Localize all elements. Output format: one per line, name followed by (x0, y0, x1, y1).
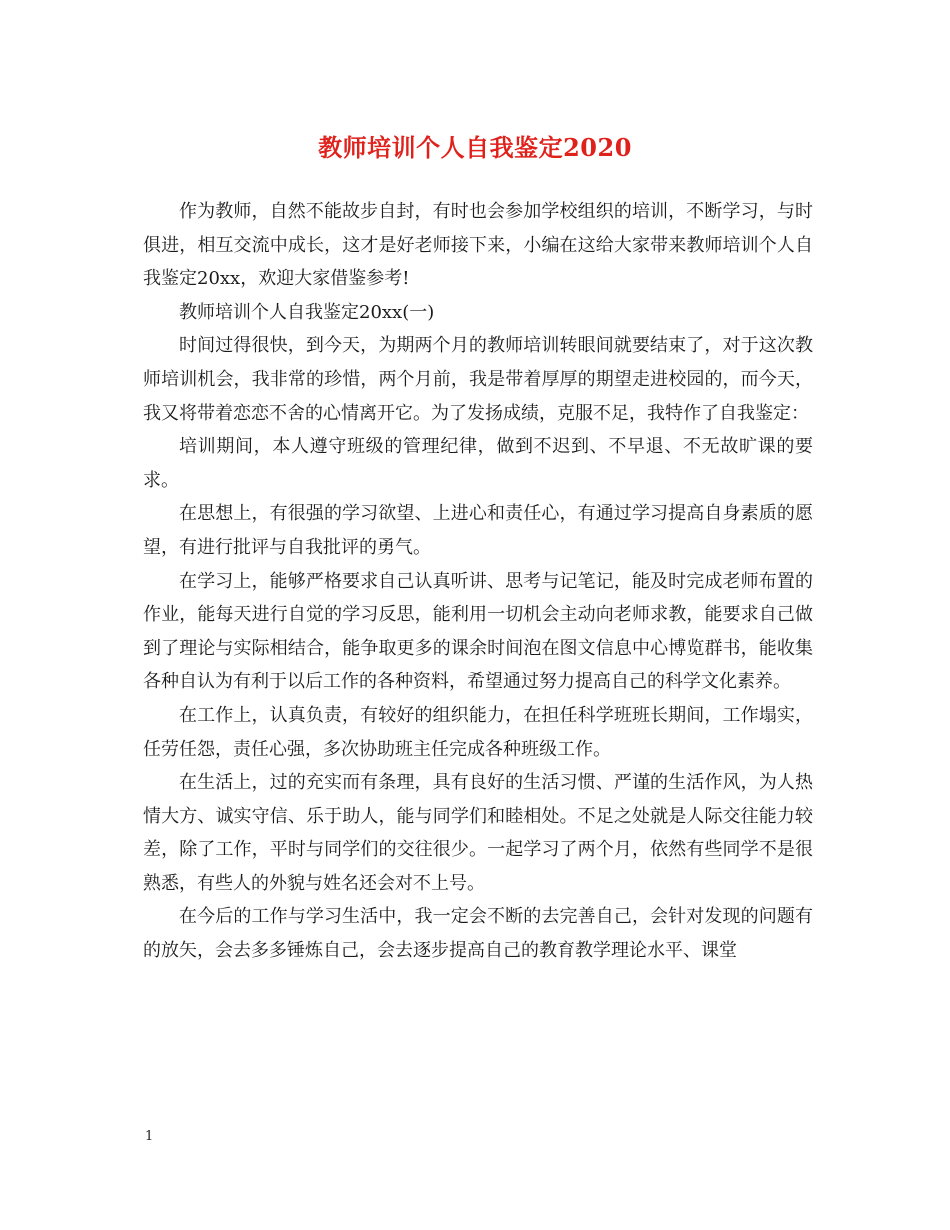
paragraph: 在学习上，能够严格要求自己认真听讲、思考与记笔记，能及时完成老师布置的作业，能每天进行自觉的学习反思，能利用一切机会主动向老师求教，能要求自己做到了理论与实际相结合，能争取更多的课余时间泡在图文信息中心博览群书，能收集各种自认为有利于以后工作的各种资料，希望通过努力提高自己的科学文化素养。 (143, 570, 813, 693)
paragraph: 在今后的工作与学习生活中，我一定会不断的去完善自己，会针对发现的问题有的放矢，会去多多锤炼自己，会去逐步提高自己的教育教学理论水平、课堂 (143, 906, 813, 962)
paragraph: 时间过得很快，到今天，为期两个月的教师培训转眼间就要结束了，对于这次教师培训机会，我非常的珍惜，两个月前，我是带着厚厚的期望走进校园的，而今天，我又将带着恋恋不舍的心情离开它。为了发扬成绩，克服不足，我特作了自我鉴定： (143, 335, 813, 424)
document-body (143, 195, 813, 968)
paragraph: 培训期间，本人遵守班级的管理纪律，做到不迟到、不早退、不无故旷课的要求。 (143, 436, 813, 491)
document-title: 教师培训个人自我鉴定2020 (318, 133, 632, 162)
section-heading: 教师培训个人自我鉴定20xx(一) (179, 301, 435, 323)
paragraph: 在工作上，认真负责，有较好的组织能力，在担任科学班班长期间，工作塌实，任劳任怨，责任心强，多次协助班主任完成各种班级工作。 (143, 704, 813, 760)
paragraph: 在思想上，有很强的学习欲望、上进心和责任心，有通过学习提高自身素质的愿望，有进行批评与自我批评的勇气。 (143, 503, 813, 558)
page-number: 1 (145, 1129, 154, 1144)
paragraph-intro: 作为教师，自然不能故步自封，有时也会参加学校组织的培训，不断学习，与时俱进，相互交流中成长，这才是好老师接下来，小编在这给大家带来教师培训个人自我鉴定20xx，欢迎大家借鉴参考! (143, 201, 813, 290)
paragraph: 在生活上，过的充实而有条理，具有良好的生活习惯、严谨的生活作风，为人热情大方、诚实守信、乐于助人，能与同学们和睦相处。不足之处就是人际交往能力较差，除了工作，平时与同学们的交往很少。一起学习了两个月，依然有些同学不是很熟悉，有些人的外貌与姓名还会对不上号。 (143, 772, 813, 894)
